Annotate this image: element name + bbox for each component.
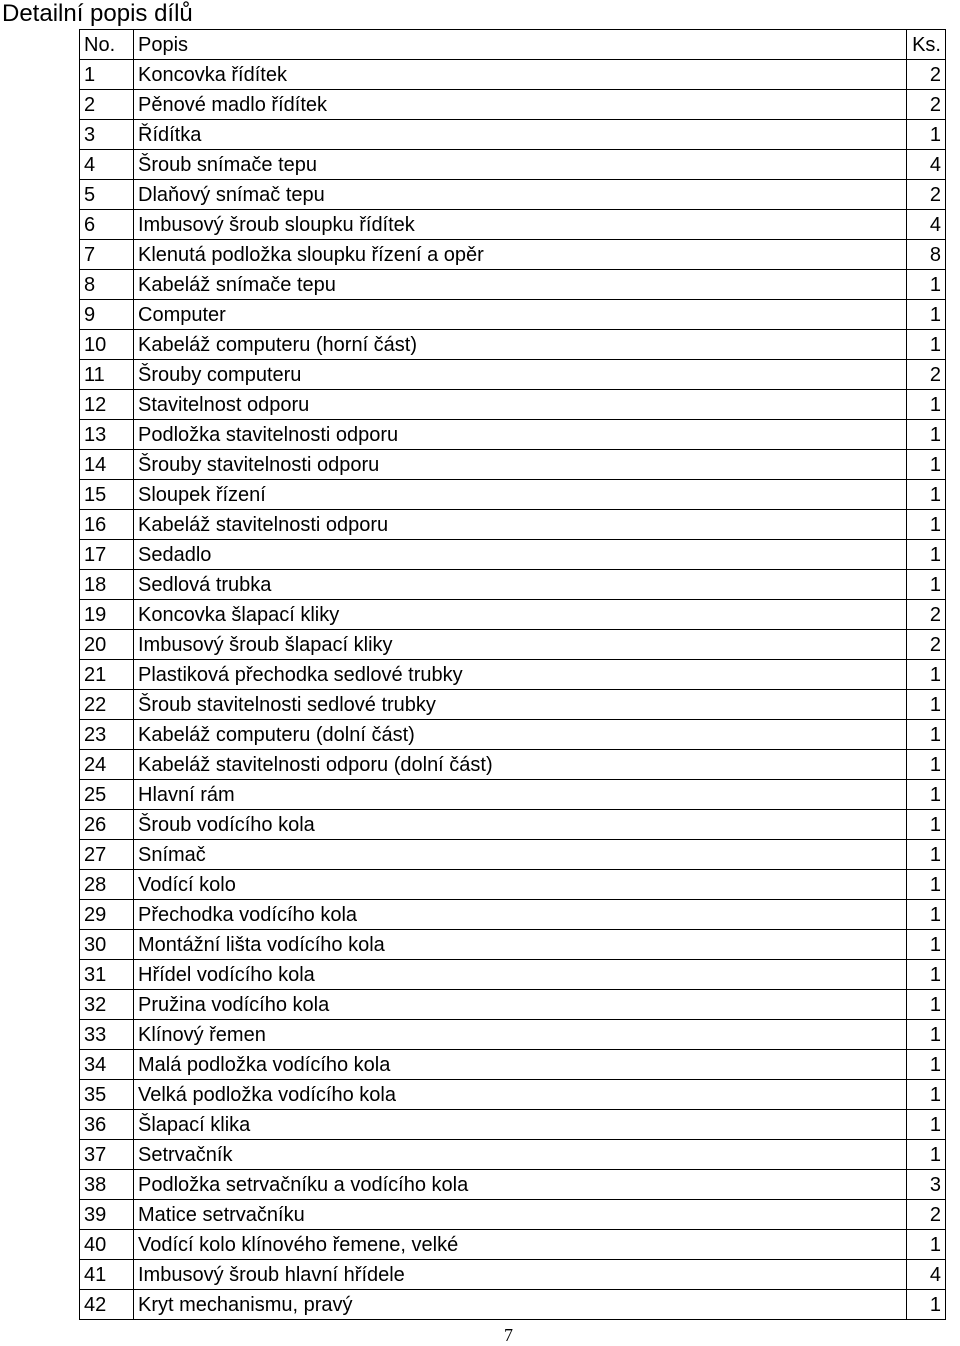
cell-no: 28 (80, 870, 134, 900)
table-row (80, 960, 946, 990)
table-row (80, 1020, 946, 1050)
cell-no: 22 (80, 690, 134, 720)
table-row (80, 720, 946, 750)
table-row (80, 990, 946, 1020)
cell-description: Šroub vodícího kola (134, 810, 907, 840)
cell-qty: 1 (907, 420, 946, 450)
cell-no: 17 (80, 540, 134, 570)
cell-no: 25 (80, 780, 134, 810)
table-row (80, 450, 946, 480)
table-row (80, 300, 946, 330)
table-row (80, 900, 946, 930)
cell-description: Hlavní rám (134, 780, 907, 810)
table-row (80, 810, 946, 840)
cell-qty: 4 (907, 150, 946, 180)
cell-description: Kryt mechanismu, pravý (134, 1290, 907, 1320)
column-header-description: Popis (134, 30, 907, 60)
cell-qty: 1 (907, 1290, 946, 1320)
cell-no: 37 (80, 1140, 134, 1170)
cell-description: Sedadlo (134, 540, 907, 570)
cell-no: 36 (80, 1110, 134, 1140)
cell-qty: 1 (907, 330, 946, 360)
cell-no: 8 (80, 270, 134, 300)
table-row (80, 1050, 946, 1080)
cell-qty: 2 (907, 60, 946, 90)
cell-no: 32 (80, 990, 134, 1020)
table-row (80, 510, 946, 540)
cell-description: Koncovka řídítek (134, 60, 907, 90)
cell-description: Kabeláž computeru (horní část) (134, 330, 907, 360)
table-row (80, 750, 946, 780)
table-row (80, 780, 946, 810)
cell-qty: 1 (907, 390, 946, 420)
parts-table (79, 29, 946, 1320)
cell-description: Vodící kolo klínového řemene, velké (134, 1230, 907, 1260)
cell-description: Setrvačník (134, 1140, 907, 1170)
cell-qty: 1 (907, 480, 946, 510)
table-row (80, 240, 946, 270)
cell-description: Stavitelnost odporu (134, 390, 907, 420)
cell-qty: 1 (907, 1020, 946, 1050)
cell-no: 12 (80, 390, 134, 420)
cell-no: 33 (80, 1020, 134, 1050)
table-row (80, 1080, 946, 1110)
table-row (80, 600, 946, 630)
table-row (80, 210, 946, 240)
cell-no: 5 (80, 180, 134, 210)
cell-no: 9 (80, 300, 134, 330)
table-row (80, 870, 946, 900)
cell-description: Klínový řemen (134, 1020, 907, 1050)
cell-qty: 1 (907, 570, 946, 600)
table-row (80, 930, 946, 960)
cell-description: Řídítka (134, 120, 907, 150)
cell-qty: 1 (907, 540, 946, 570)
cell-qty: 8 (907, 240, 946, 270)
cell-description: Snímač (134, 840, 907, 870)
cell-description: Imbusový šroub sloupku řídítek (134, 210, 907, 240)
cell-qty: 1 (907, 930, 946, 960)
cell-qty: 1 (907, 720, 946, 750)
cell-no: 6 (80, 210, 134, 240)
cell-description: Klenutá podložka sloupku řízení a opěr (134, 240, 907, 270)
cell-no: 3 (80, 120, 134, 150)
cell-qty: 2 (907, 600, 946, 630)
table-row (80, 420, 946, 450)
cell-description: Šrouby computeru (134, 360, 907, 390)
cell-qty: 1 (907, 510, 946, 540)
cell-description: Šroub stavitelnosti sedlové trubky (134, 690, 907, 720)
table-row (80, 1290, 946, 1320)
column-header-qty: Ks. (907, 30, 946, 60)
cell-description: Šlapací klika (134, 1110, 907, 1140)
parts-table-body (80, 60, 946, 1320)
cell-qty: 1 (907, 960, 946, 990)
cell-qty: 1 (907, 810, 946, 840)
cell-description: Přechodka vodícího kola (134, 900, 907, 930)
table-row (80, 660, 946, 690)
cell-qty: 1 (907, 1110, 946, 1140)
cell-no: 29 (80, 900, 134, 930)
cell-description: Kabeláž computeru (dolní část) (134, 720, 907, 750)
cell-no: 30 (80, 930, 134, 960)
table-row (80, 480, 946, 510)
table-row (80, 1230, 946, 1260)
cell-qty: 1 (907, 1140, 946, 1170)
table-row (80, 90, 946, 120)
cell-no: 20 (80, 630, 134, 660)
cell-no: 23 (80, 720, 134, 750)
cell-qty: 1 (907, 1050, 946, 1080)
cell-qty: 2 (907, 1200, 946, 1230)
cell-no: 4 (80, 150, 134, 180)
cell-qty: 1 (907, 750, 946, 780)
cell-description: Pěnové madlo řídítek (134, 90, 907, 120)
table-row (80, 630, 946, 660)
table-row (80, 330, 946, 360)
cell-no: 38 (80, 1170, 134, 1200)
cell-no: 18 (80, 570, 134, 600)
cell-qty: 1 (907, 660, 946, 690)
page-title: Detailní popis dílů (2, 0, 193, 27)
cell-description: Hřídel vodícího kola (134, 960, 907, 990)
cell-no: 19 (80, 600, 134, 630)
cell-no: 31 (80, 960, 134, 990)
cell-description: Kabeláž stavitelnosti odporu (134, 510, 907, 540)
cell-qty: 1 (907, 300, 946, 330)
cell-no: 11 (80, 360, 134, 390)
cell-description: Sloupek řízení (134, 480, 907, 510)
cell-description: Computer (134, 300, 907, 330)
cell-description: Imbusový šroub šlapací kliky (134, 630, 907, 660)
cell-no: 16 (80, 510, 134, 540)
cell-no: 34 (80, 1050, 134, 1080)
table-row (80, 570, 946, 600)
cell-qty: 1 (907, 1230, 946, 1260)
cell-description: Šrouby stavitelnosti odporu (134, 450, 907, 480)
cell-description: Malá podložka vodícího kola (134, 1050, 907, 1080)
cell-no: 7 (80, 240, 134, 270)
cell-description: Šroub snímače tepu (134, 150, 907, 180)
cell-description: Matice setrvačníku (134, 1200, 907, 1230)
cell-qty: 1 (907, 840, 946, 870)
table-row (80, 1110, 946, 1140)
table-row (80, 690, 946, 720)
cell-description: Podložka stavitelnosti odporu (134, 420, 907, 450)
cell-description: Kabeláž snímače tepu (134, 270, 907, 300)
cell-description: Koncovka šlapací kliky (134, 600, 907, 630)
table-row (80, 390, 946, 420)
cell-description: Plastiková přechodka sedlové trubky (134, 660, 907, 690)
cell-qty: 1 (907, 1080, 946, 1110)
cell-no: 35 (80, 1080, 134, 1110)
table-row (80, 180, 946, 210)
cell-qty: 3 (907, 1170, 946, 1200)
table-row (80, 60, 946, 90)
cell-no: 13 (80, 420, 134, 450)
cell-qty: 2 (907, 630, 946, 660)
cell-description: Podložka setrvačníku a vodícího kola (134, 1170, 907, 1200)
cell-qty: 1 (907, 990, 946, 1020)
cell-no: 40 (80, 1230, 134, 1260)
cell-qty: 2 (907, 90, 946, 120)
cell-description: Montážní lišta vodícího kola (134, 930, 907, 960)
cell-no: 1 (80, 60, 134, 90)
cell-no: 26 (80, 810, 134, 840)
cell-description: Velká podložka vodícího kola (134, 1080, 907, 1110)
cell-description: Dlaňový snímač tepu (134, 180, 907, 210)
cell-qty: 1 (907, 120, 946, 150)
cell-no: 41 (80, 1260, 134, 1290)
cell-no: 39 (80, 1200, 134, 1230)
cell-qty: 2 (907, 360, 946, 390)
cell-no: 27 (80, 840, 134, 870)
cell-qty: 1 (907, 450, 946, 480)
cell-qty: 1 (907, 870, 946, 900)
cell-no: 21 (80, 660, 134, 690)
table-row (80, 1170, 946, 1200)
cell-qty: 1 (907, 900, 946, 930)
cell-qty: 1 (907, 780, 946, 810)
cell-description: Sedlová trubka (134, 570, 907, 600)
cell-description: Vodící kolo (134, 870, 907, 900)
table-row (80, 840, 946, 870)
cell-no: 15 (80, 480, 134, 510)
table-row (80, 1200, 946, 1230)
table-row (80, 360, 946, 390)
table-header-row (80, 30, 946, 60)
cell-description: Kabeláž stavitelnosti odporu (dolní část) (134, 750, 907, 780)
table-row (80, 120, 946, 150)
cell-no: 14 (80, 450, 134, 480)
table-row (80, 540, 946, 570)
table-row (80, 1140, 946, 1170)
cell-qty: 1 (907, 270, 946, 300)
cell-no: 2 (80, 90, 134, 120)
table-row (80, 270, 946, 300)
table-row (80, 150, 946, 180)
cell-description: Imbusový šroub hlavní hřídele (134, 1260, 907, 1290)
cell-qty: 4 (907, 1260, 946, 1290)
cell-qty: 2 (907, 180, 946, 210)
cell-no: 42 (80, 1290, 134, 1320)
table-row (80, 1260, 946, 1290)
cell-qty: 4 (907, 210, 946, 240)
cell-no: 24 (80, 750, 134, 780)
cell-description: Pružina vodícího kola (134, 990, 907, 1020)
cell-no: 10 (80, 330, 134, 360)
cell-qty: 1 (907, 690, 946, 720)
page-number: 7 (504, 1325, 513, 1345)
column-header-no: No. (80, 30, 134, 60)
